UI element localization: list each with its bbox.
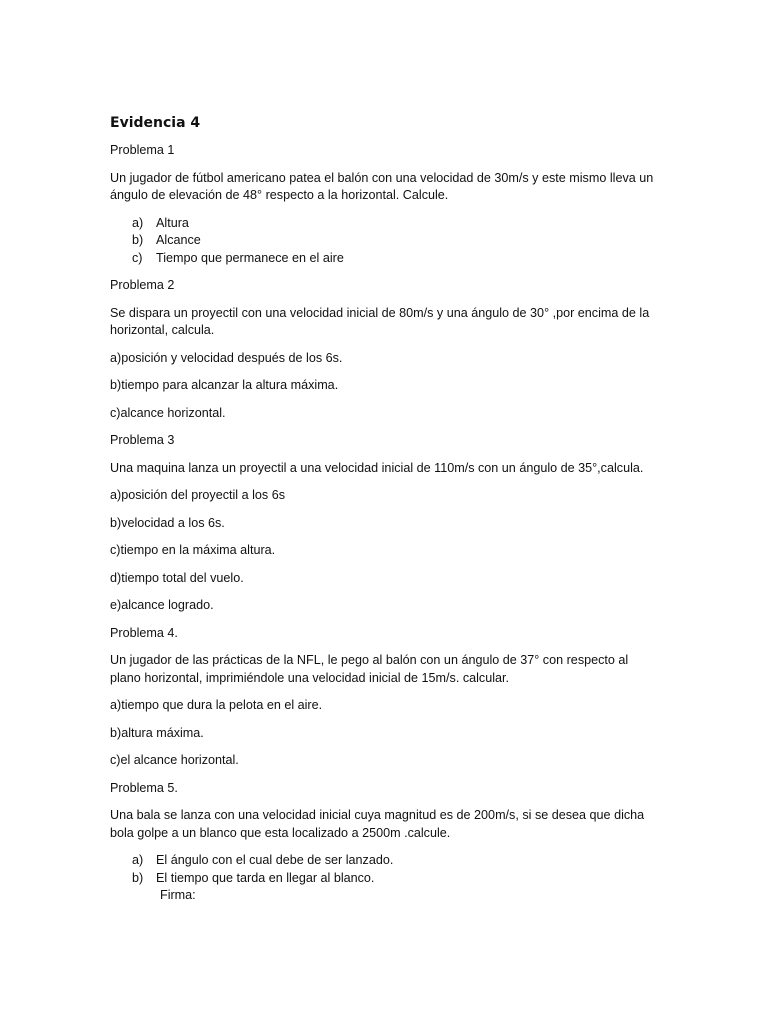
list-item-text: Altura [156, 215, 189, 230]
problem-3-heading: Problema 3 [110, 433, 175, 447]
problem-4-item-b: b)altura máxima. [110, 725, 204, 740]
list-item [132, 852, 658, 870]
list-item-text: Tiempo que permanece en el aire [156, 250, 344, 265]
problem-5-statement: Una bala se lanza con una velocidad inicial cuya magnitud es de 200m/s, si se desea que dicha bola golpe a un blanco que esta localizado a 2500m .calcule. [110, 808, 645, 840]
list-item [132, 232, 658, 250]
problem-5-heading: Problema 5. [110, 780, 178, 795]
problem-4-item-a: a)tiempo que dura la pelota en el aire. [110, 698, 323, 712]
problem-3-statement: Una maquina lanza un proyectil a una velocidad inicial de 110m/s con un ángulo de 35°,calcula. [110, 460, 644, 475]
problem-2-item-b: b)tiempo para alcanzar la altura máxima. [110, 378, 339, 392]
signature-label: Firma: [160, 888, 196, 902]
problem-2-heading: Problema 2 [110, 278, 175, 292]
list-marker: a) [132, 853, 144, 867]
problem-1-heading: Problema 1 [110, 143, 175, 157]
problem-3-item-e: e)alcance logrado. [110, 598, 214, 612]
list-item-text: El ángulo con el cual debe de ser lanzado. [156, 853, 394, 867]
list-item [132, 215, 658, 233]
list-item [132, 870, 658, 888]
problem-4-statement: Un jugador de las prácticas de la NFL, le pego al balón con un ángulo de 37° con respecto al plano horizontal, imprimiéndole una velocidad inicial de 15m/s. calcular. [110, 653, 629, 685]
problem-3-item-b: b)velocidad a los 6s. [110, 515, 225, 530]
problem-3-item-c: c)tiempo en la máxima altura. [110, 543, 276, 557]
list-marker: c) [132, 250, 143, 265]
problem-1-statement: Un jugador de fútbol americano patea el balón con una velocidad de 30m/s y este mismo lleva un ángulo de elevación de 48° respecto a la horizontal. Calcule. [110, 170, 654, 202]
problem-4-heading: Problema 4. [110, 625, 178, 640]
problem-2-item-c: c)alcance horizontal. [110, 405, 226, 420]
problem-4-item-c: c)el alcance horizontal. [110, 753, 239, 767]
list-marker: b) [132, 870, 144, 885]
problem-2-statement: Se dispara un proyectil con una velocidad inicial de 80m/s y una ángulo de 30° ,por encima de la horizontal, calcula. [110, 305, 650, 337]
list-item-text: El tiempo que tarda en llegar al blanco. [156, 870, 375, 885]
list-item [132, 250, 658, 268]
problem-1-list [110, 215, 658, 268]
list-marker: b) [132, 233, 144, 247]
list-item-text: Alcance [156, 233, 201, 247]
document-page [110, 114, 658, 905]
problem-3-item-d: d)tiempo total del vuelo. [110, 570, 244, 585]
problem-5-list [110, 852, 658, 887]
list-marker: a) [132, 215, 144, 230]
problem-2-item-a: a)posición y velocidad después de los 6s. [110, 350, 343, 365]
document-title: Evidencia 4 [110, 115, 201, 131]
problem-3-item-a: a)posición del proyectil a los 6s [110, 488, 286, 502]
